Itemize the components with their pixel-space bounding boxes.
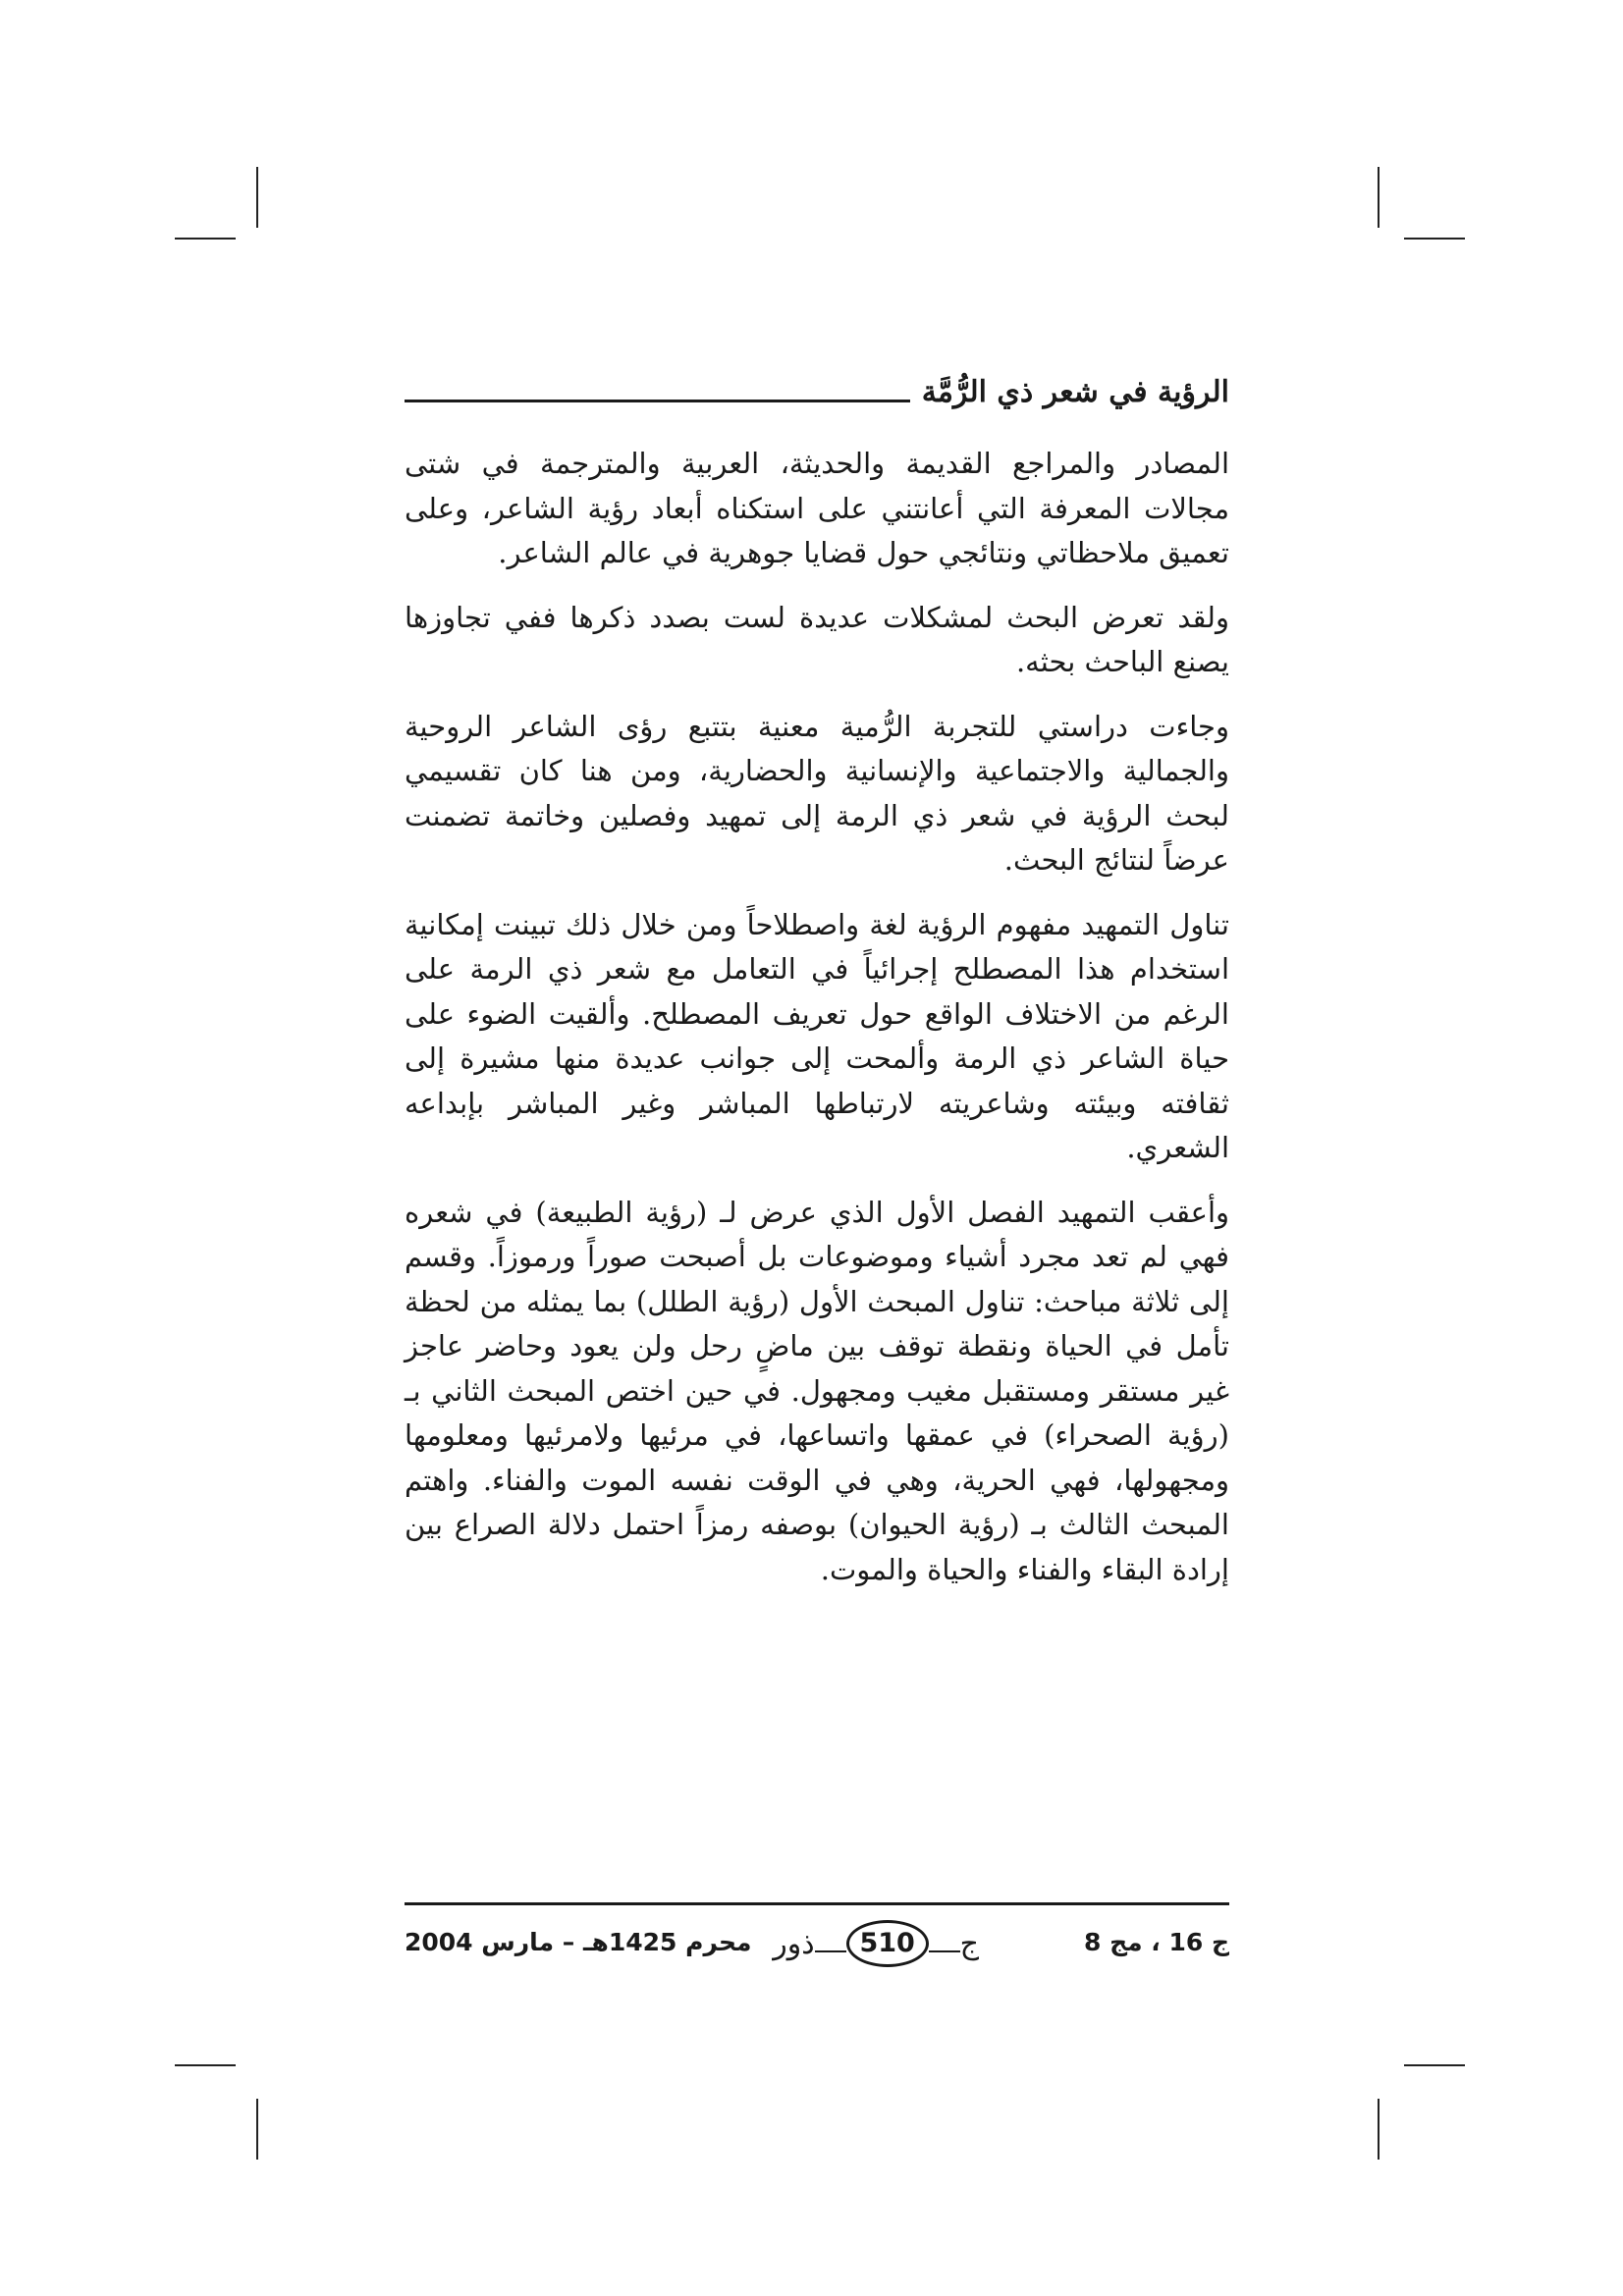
- header-rule: [405, 400, 910, 402]
- paragraph-5: وأعقب التمهيد الفصل الأول الذي عرض لـ (رؤية الطبيعة) في شعره فهي لم تعد مجرد أشياء وموضوعات بل أصبحت صوراً ورموزاً. وقسم إلى ثلاثة مباحث: تناول المبحث الأول (رؤية الطلل) بما يمثله من لحظة تأمل في الحياة ونقطة توقف بين ماضٍ رحل ولن يعود وحاضر عاجز غير مستقر ومستقبل مغيب ومجهول. في حين اختص المبحث الثاني بـ (رؤية الصحراء) في عمقها واتساعها، في مرئيها ولامرئيها ومعلومها ومجهولها، فهي الحرية، وهي في الوقت نفسه الموت والفناء. واهتم المبحث الثالث بـ (رؤية الحيوان) بوصفه رمزاً احتمل دلالة الصراع بين إرادة البقاء والفناء والحياة والموت.: [405, 1195, 1229, 1586]
- issue-date: محرم 1425هـ – مارس 2004: [405, 1928, 752, 1956]
- journal-dash-left: [815, 1950, 846, 1952]
- crop-mark-top-left-h: [175, 238, 236, 240]
- journal-letter-jeem: ج: [959, 1926, 979, 1961]
- page-footer: [405, 1914, 1229, 1977]
- crop-mark-bottom-right-h: [1404, 2064, 1465, 2066]
- crop-mark-top-left: [256, 167, 258, 228]
- running-header: [405, 367, 1229, 412]
- crop-mark-bottom-right: [1378, 2099, 1380, 2160]
- page-number: 510: [846, 1920, 929, 1967]
- paragraph-1: المصادر والمراجع القديمة والحديثة، العربية والمترجمة في شتى مجالات المعرفة التي أعانتني على استكناه أبعاد رؤية الشاعر، وعلى تعميق ملاحظاتي ونتائجي حول قضايا جوهرية في عالم الشاعر.: [405, 447, 1229, 569]
- body-text: [405, 442, 1229, 1612]
- journal-word-thawr: ذور: [773, 1926, 815, 1961]
- crop-mark-bottom-left-h: [175, 2064, 236, 2066]
- crop-mark-bottom-left: [256, 2099, 258, 2160]
- paragraph-2: ولقد تعرض البحث لمشكلات عديدة لست بصدد ذكرها ففي تجاوزها يصنع الباحث بحثه.: [405, 600, 1229, 678]
- running-title: الرؤية في شعر ذي الرُّمَّة: [921, 375, 1229, 409]
- journal-mark: [773, 1920, 979, 1967]
- crop-mark-top-right: [1378, 167, 1380, 228]
- crop-mark-top-right-h: [1404, 238, 1465, 240]
- issue-reference: ج 16 ، مج 8: [1083, 1928, 1229, 1956]
- journal-dash-right: [929, 1950, 960, 1952]
- paragraph-3: وجاءت دراستي للتجربة الرُّمية معنية بتتبع رؤى الشاعر الروحية والجمالية والاجتماعية والإنسانية والحضارية، ومن هنا كان تقسيمي لبحث الرؤية في شعر ذي الرمة إلى تمهيد وفصلين وخاتمة تضمنت عرضاً لنتائج البحث.: [405, 709, 1229, 877]
- footer-rule: [405, 1902, 1229, 1905]
- paragraph-4: تناول التمهيد مفهوم الرؤية لغة واصطلاحاً ومن خلال ذلك تبينت إمكانية استخدام هذا المصطلح إجرائياً في التعامل مع شعر ذي الرمة على الرغم من الاختلاف الواقع حول تعريف المصطلح. وألقيت الضوء على حياة الشاعر ذي الرمة وألمحت إلى جوانب عديدة منها مشيرة إلى ثقافته وبيئته وشاعريته لارتباطها المباشر وغير المباشر بإبداعه الشعري.: [405, 907, 1230, 1164]
